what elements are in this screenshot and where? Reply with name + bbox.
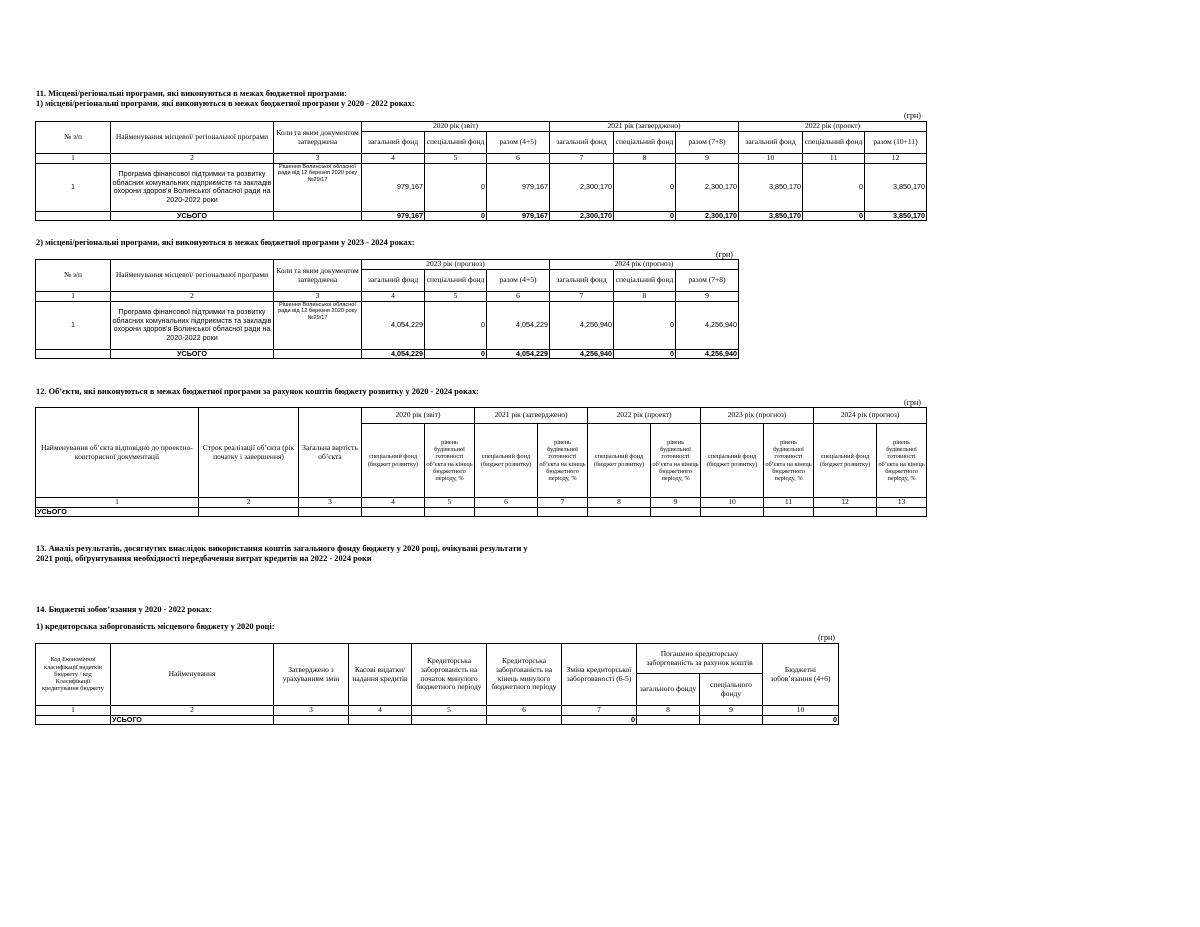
col-number: 5: [425, 154, 487, 164]
year-2021-header: 2021 рік (затверджено): [550, 122, 739, 132]
year-header: 2024 рік (прогноз): [814, 408, 927, 424]
total-row: [36, 715, 839, 725]
section-11-sub1: 1) місцеві/регіональні програми, які виконуються в межах бюджетної програми у 2020 - 2022 роках:: [36, 99, 415, 108]
readiness-header: рівень будівельної готовності об’єкта на кінець бюджетного періоду, %: [425, 424, 475, 498]
sum-header: разом (10+11): [865, 132, 927, 154]
total-cell: 0: [614, 349, 676, 359]
program-name: Програма фінансової підтримки та розвитку обласних комунальних підприємств та закладів охорони здоров'я Волинської обласної ради на 2020-2022 роки: [111, 163, 274, 211]
total-cell: 2,300,170: [550, 211, 614, 221]
value-cell: 3,850,170: [739, 163, 803, 211]
value-cell: 979,167: [362, 163, 425, 211]
total-cell: 2,300,170: [676, 211, 739, 221]
total-cell: 3,850,170: [865, 211, 927, 221]
col-number: 5: [425, 498, 475, 508]
section-13-line1: 13. Аналіз результатів, досягнутих внаслідок використання коштів загального фонду бюджету у 2020 році, очікувані результати у: [36, 544, 528, 553]
spec-fund-header: спеціальний фонд (бюджет розвитку): [701, 424, 764, 498]
total-cell: 0: [614, 211, 676, 221]
year-2023-header: 2023 рік (прогноз): [362, 260, 550, 270]
col-number: 6: [475, 498, 538, 508]
total-change: 0: [562, 715, 637, 725]
year-2020-header: 2020 рік (звіт): [362, 122, 550, 132]
total-label: УСЬОГО: [111, 715, 274, 725]
spec-fund-header: спеціальний фонд: [425, 270, 487, 292]
value-cell: 4,054,229: [362, 301, 425, 349]
spec-fund-header: спеціальний фонд (бюджет розвитку): [814, 424, 877, 498]
col-number: 3: [274, 292, 362, 302]
col-repaid-header: Погашено кредиторську заборгованість за рахунок коштів: [637, 644, 763, 674]
readiness-header: рівень будівельної готовності об’єкта на кінець бюджетного періоду, %: [538, 424, 588, 498]
programs-table-2023-2024: [35, 259, 739, 359]
sum-header: разом (4+5): [487, 270, 550, 292]
col-name-header: Найменування: [111, 644, 274, 706]
gen-fund-header: загальний фонд: [550, 270, 614, 292]
col-number: 11: [803, 154, 865, 164]
table-row: [36, 163, 927, 211]
col-code-header: Код Економічної класифікації видатків бюджету / код Класифікації кредитування бюджету: [36, 644, 111, 706]
value-cell: 3,850,170: [865, 163, 927, 211]
col-number: 3: [274, 154, 362, 164]
unit-label: (грн): [904, 111, 921, 120]
objects-table: [35, 407, 927, 517]
total-cell: 0: [425, 349, 487, 359]
col-number: 13: [877, 498, 927, 508]
section-11-sub2: 2) місцеві/регіональні програми, які виконуються в межах бюджетної програми у 2023 - 2024 роках:: [36, 238, 415, 247]
year-header: 2021 рік (затверджено): [475, 408, 588, 424]
col-number: 2: [199, 498, 299, 508]
total-cell: 4,054,229: [362, 349, 425, 359]
col-doc-header: Коли та яким документом затверджена: [274, 122, 362, 154]
readiness-header: рівень будівельної готовності об’єкта на кінець бюджетного періоду, %: [651, 424, 701, 498]
col-number: 10: [701, 498, 764, 508]
col-number: 1: [36, 706, 111, 716]
total-row: [36, 349, 739, 359]
gen-fund-header: загального фонду: [637, 674, 700, 706]
col-number: 3: [299, 498, 362, 508]
col-obligations-header: Бюджетні зобов’язання (4+6): [763, 644, 839, 706]
col-name-header: Найменування місцевої/ регіональної програми: [111, 260, 274, 292]
total-cell: 0: [425, 211, 487, 221]
section-14-sub1: 1) кредиторська заборгованість місцевого бюджету у 2020 році:: [36, 622, 275, 631]
col-number: 7: [550, 154, 614, 164]
section-11-title: 11. Місцеві/регіональні програми, які виконуються в межах бюджетної програми:: [36, 89, 347, 98]
col-num-header: № з/п: [36, 122, 111, 154]
sum-header: разом (7+8): [676, 132, 739, 154]
gen-fund-header: загальний фонд: [739, 132, 803, 154]
spec-fund-header: спеціальний фонд: [803, 132, 865, 154]
col-number: 6: [487, 292, 550, 302]
col-number: 1: [36, 154, 111, 164]
col-number: 5: [425, 292, 487, 302]
spec-fund-header: спеціального фонду: [700, 674, 763, 706]
col-name-header: Найменування об’єкта відповідно до проектно-кошторисної документації: [36, 408, 199, 498]
creditor-debt-table: [35, 643, 839, 725]
sum-header: разом (7+8): [676, 270, 739, 292]
col-number: 7: [562, 706, 637, 716]
unit-label: (грн): [904, 398, 921, 407]
year-header: 2020 рік (звіт): [362, 408, 475, 424]
unit-label: (грн): [818, 633, 835, 642]
value-cell: 4,256,940: [676, 301, 739, 349]
total-cell: 979,167: [362, 211, 425, 221]
spec-fund-header: спеціальний фонд: [614, 132, 676, 154]
year-header: 2022 рік (проект): [588, 408, 701, 424]
col-number: 7: [538, 498, 588, 508]
col-number: 8: [637, 706, 700, 716]
program-doc: Рішення Волинської обласної ради від 12 березня 2020 року №29/17: [274, 301, 362, 349]
total-obligations: 0: [763, 715, 839, 725]
total-label: УСЬОГО: [111, 349, 274, 359]
row-num: 1: [36, 163, 111, 211]
col-number: 4: [349, 706, 412, 716]
col-debt-start-header: Кредиторська заборгованість на початок минулого бюджетного періоду: [412, 644, 487, 706]
col-number: 1: [36, 292, 111, 302]
spec-fund-header: спеціальний фонд: [425, 132, 487, 154]
spec-fund-header: спеціальний фонд (бюджет розвитку): [362, 424, 425, 498]
col-number: 9: [676, 292, 739, 302]
gen-fund-header: загальний фонд: [550, 132, 614, 154]
col-number: 2: [111, 706, 274, 716]
sum-header: разом (4+5): [487, 132, 550, 154]
total-cell: 0: [803, 211, 865, 221]
col-number: 12: [865, 154, 927, 164]
total-cell: 3,850,170: [739, 211, 803, 221]
col-number: 9: [700, 706, 763, 716]
value-cell: 0: [803, 163, 865, 211]
col-number: 4: [362, 154, 425, 164]
col-number: 9: [676, 154, 739, 164]
table-row: [36, 301, 739, 349]
col-number: 2: [111, 292, 274, 302]
year-2024-header: 2024 рік (прогноз): [550, 260, 739, 270]
section-12-title: 12. Об’єкти, які виконуються в межах бюджетної програми за рахунок коштів бюджету розвитку у 2020 - 2024 роках:: [36, 387, 479, 396]
spec-fund-header: спеціальний фонд: [614, 270, 676, 292]
row-num: 1: [36, 301, 111, 349]
col-doc-header: Коли та яким документом затверджена: [274, 260, 362, 292]
year-2022-header: 2022 рік (проект): [739, 122, 927, 132]
col-approved-header: Затверджено з урахуванням змін: [274, 644, 349, 706]
value-cell: 4,256,940: [550, 301, 614, 349]
unit-label: (грн): [716, 250, 733, 259]
col-number: 4: [362, 498, 425, 508]
col-number: 11: [764, 498, 814, 508]
col-name-header: Найменування місцевої/ регіональної програми: [111, 122, 274, 154]
value-cell: 2,300,170: [676, 163, 739, 211]
total-row: [36, 507, 927, 517]
value-cell: 979,167: [487, 163, 550, 211]
col-number: 9: [651, 498, 701, 508]
col-number: 8: [614, 154, 676, 164]
value-cell: 0: [614, 163, 676, 211]
readiness-header: рівень будівельної готовності об’єкта на кінець бюджетного періоду, %: [764, 424, 814, 498]
total-cell: 979,167: [487, 211, 550, 221]
total-cell: 4,054,229: [487, 349, 550, 359]
col-number: 12: [814, 498, 877, 508]
col-number: 8: [588, 498, 651, 508]
col-number: 4: [362, 292, 425, 302]
value-cell: 0: [425, 163, 487, 211]
gen-fund-header: загальний фонд: [362, 270, 425, 292]
gen-fund-header: загальний фонд: [362, 132, 425, 154]
program-doc: Рішення Волинської обласної ради від 12 березня 2020 року №29/17: [274, 163, 362, 211]
col-number: 1: [36, 498, 199, 508]
total-row: [36, 211, 927, 221]
section-13-line2: 2021 році, обґрунтування необхідності передбачення витрат кредитів на 2022 - 2024 роки: [36, 554, 372, 563]
total-label: УСЬОГО: [36, 507, 199, 517]
col-number: 3: [274, 706, 349, 716]
program-name: Програма фінансової підтримки та розвитку обласних комунальних підприємств та закладів охорони здоров'я Волинської обласної ради на 2020-2022 роки: [111, 301, 274, 349]
total-cell: 4,256,940: [676, 349, 739, 359]
col-term-header: Строк реалізації об’єкта (рік початку і завершення): [199, 408, 299, 498]
value-cell: 0: [425, 301, 487, 349]
programs-table-2020-2022: [35, 121, 927, 221]
col-number: 10: [763, 706, 839, 716]
value-cell: 2,300,170: [550, 163, 614, 211]
col-number: 10: [739, 154, 803, 164]
col-number: 5: [412, 706, 487, 716]
col-cash-header: Касові видатки/ надання кредитів: [349, 644, 412, 706]
value-cell: 0: [614, 301, 676, 349]
total-label: УСЬОГО: [111, 211, 274, 221]
spec-fund-header: спеціальний фонд (бюджет розвитку): [475, 424, 538, 498]
col-number: 2: [111, 154, 274, 164]
col-debt-end-header: Кредиторська заборгованість на кінець минулого бюджетного періоду: [487, 644, 562, 706]
section-14-title: 14. Бюджетні зобов’язання у 2020 - 2022 роках:: [36, 605, 213, 614]
col-number: 6: [487, 706, 562, 716]
total-cell: 4,256,940: [550, 349, 614, 359]
col-number: 7: [550, 292, 614, 302]
col-num-header: № з/п: [36, 260, 111, 292]
col-number: 6: [487, 154, 550, 164]
value-cell: 4,054,229: [487, 301, 550, 349]
col-change-header: Зміна кредиторської заборгованості (6-5): [562, 644, 637, 706]
col-number: 8: [614, 292, 676, 302]
readiness-header: рівень будівельної готовності об’єкта на кінець бюджетного періоду, %: [877, 424, 927, 498]
col-cost-header: Загальна вартість об’єкта: [299, 408, 362, 498]
year-header: 2023 рік (прогноз): [701, 408, 814, 424]
spec-fund-header: спеціальний фонд (бюджет розвитку): [588, 424, 651, 498]
